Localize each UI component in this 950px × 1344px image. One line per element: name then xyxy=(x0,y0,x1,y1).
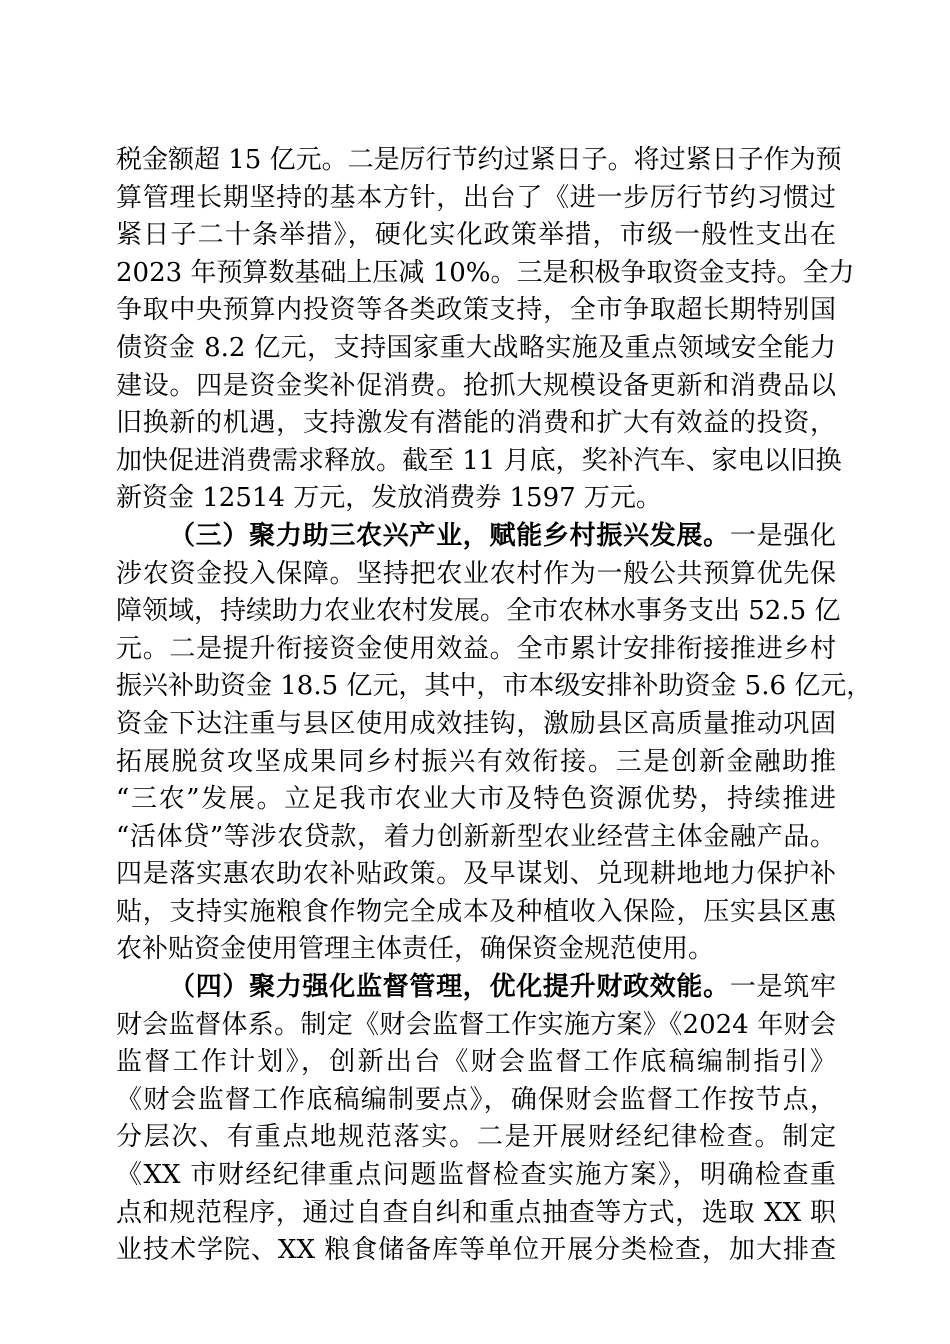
text-line: 贴，支持实施粮食作物完全成本及种植收入保险，压实县区惠 xyxy=(116,896,836,927)
body-text xyxy=(116,142,873,1270)
text-line: 涉农资金投入保障。坚持把农业农村作为一般公共预算优先保 xyxy=(116,558,836,589)
text-line: 分层次、有重点地规范落实。二是开展财经纪律检查。制定 xyxy=(116,1122,836,1153)
text-line: 新资金 12514 万元，发放消费券 1597 万元。 xyxy=(116,483,662,514)
section-heading-line xyxy=(116,969,836,1007)
text-line: 《财会监督工作底稿编制要点》，确保财会监督工作按节点， xyxy=(116,1084,836,1115)
text-line: 财会监督体系。制定《财会监督工作实施方案》《2024 年财会 xyxy=(116,1009,836,1040)
text-line: 障领域，持续助力农业农村发展。全市农林水事务支出 52.5 亿 xyxy=(116,596,841,627)
text-line: 建设。四是资金奖补促消费。抢抓大规模设备更新和消费品以 xyxy=(116,370,836,401)
section-heading: （三）聚力助三农兴产业，赋能乡村振兴发展。 xyxy=(169,520,730,551)
text-line: 加快促进消费需求释放。截至 11 月底，奖补汽车、家电以旧换 xyxy=(116,445,842,476)
section-heading: （四）聚力强化监督管理，优化提升财政效能。 xyxy=(169,972,730,1003)
text-fragment: 一是强化 xyxy=(729,520,836,551)
text-line: 2023 年预算数基础上压减 10%。三是积极争取资金支持。全力 xyxy=(116,257,855,288)
text-line: 四是落实惠农助农补贴政策。及早谋划、兑现耕地地力保护补 xyxy=(116,859,836,890)
text-line: 税金额超 15 亿元。二是厉行节约过紧日子。将过紧日子作为预 xyxy=(116,145,842,175)
text-line: 紧日子二十条举措》，硬化实化政策举措，市级一般性支出在 xyxy=(116,220,836,251)
text-line: 资金下达注重与县区使用成效挂钩，激励县区高质量推动巩固 xyxy=(116,708,836,739)
text-line: 债资金 8.2 亿元，支持国家重大战略实施及重点领域安全能力 xyxy=(116,332,836,363)
text-line: 振兴补助资金 18.5 亿元，其中，市本级安排补助资金 5.6 亿元， xyxy=(116,671,873,702)
section-heading-line xyxy=(116,518,836,556)
text-line: 业技术学院、XX 粮食储备库等单位开展分类检查，加大排查 xyxy=(116,1235,836,1266)
text-line: “活体贷”等涉农贷款，着力创新新型农业经营主体金融产品。 xyxy=(116,821,836,852)
text-line: 《XX 市财经纪律重点问题监督检查实施方案》，明确检查重 xyxy=(116,1160,836,1191)
text-line: 元。二是提升衔接资金使用效益。全市累计安排衔接推进乡村 xyxy=(116,633,836,664)
text-line: “三农”发展。立足我市农业大市及特色资源优势，持续推进 xyxy=(116,784,836,815)
text-line: 旧换新的机遇，支持激发有潜能的消费和扩大有效益的投资， xyxy=(116,408,836,439)
text-line: 拓展脱贫攻坚成果同乡村振兴有效衔接。三是创新金融助推 xyxy=(116,746,836,777)
text-line: 点和规范程序，通过自查自纠和重点抽查等方式，选取 XX 职 xyxy=(116,1197,836,1228)
text-line: 争取中央预算内投资等各类政策支持，全市争取超长期特别国 xyxy=(116,295,836,326)
text-line: 监督工作计划》，创新出台《财会监督工作底稿编制指引》 xyxy=(116,1047,836,1078)
text-fragment: 一是筑牢 xyxy=(729,972,836,1003)
text-line: 算管理长期坚持的基本方针，出台了《进一步厉行节约习惯过 xyxy=(116,182,836,213)
text-line: 农补贴资金使用管理主体责任，确保资金规范使用。 xyxy=(116,934,715,965)
